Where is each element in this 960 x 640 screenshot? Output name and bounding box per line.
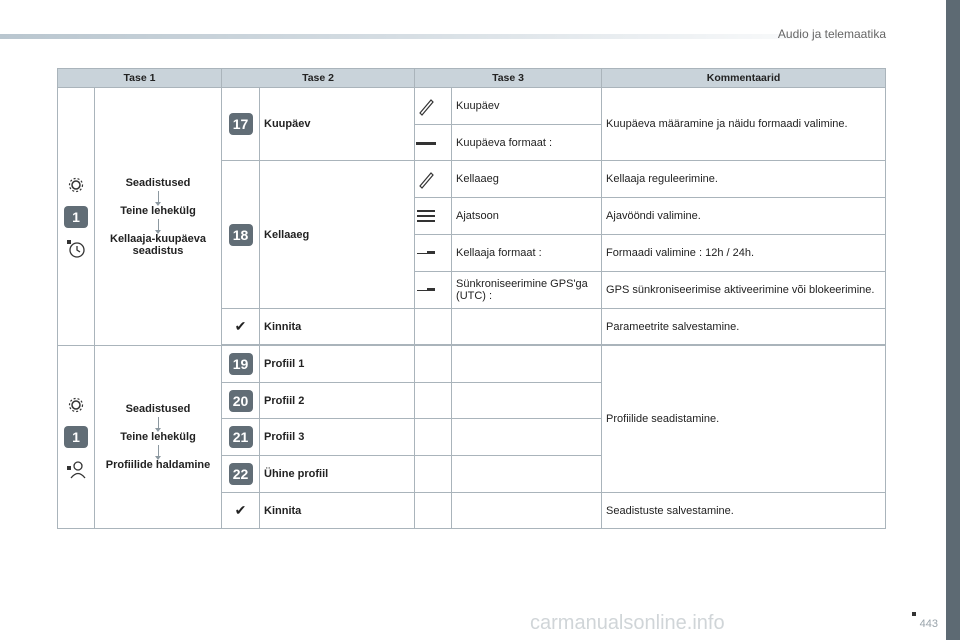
clock-icon xyxy=(65,238,87,260)
menu-step-second-page: Teine lehekülg xyxy=(120,204,196,217)
page-dot xyxy=(912,612,916,616)
level3-timezone: Ajatsoon xyxy=(452,198,602,235)
comment-time: Kellaaja reguleerimine. xyxy=(602,161,886,198)
toggle-icon xyxy=(415,279,437,301)
format-bar-icon xyxy=(415,132,437,154)
level2-time: Kellaaeg xyxy=(260,161,415,309)
gear-icon xyxy=(65,174,87,196)
level1-menu-path xyxy=(95,88,222,346)
number-badge-18: 18 xyxy=(229,224,253,246)
comment-profiles: Profiilide seadistamine. xyxy=(602,346,886,493)
number-badge-19: 19 xyxy=(229,353,253,375)
level1-icons-cell xyxy=(58,88,95,346)
list-icon xyxy=(415,205,437,227)
number-badge-21: 21 xyxy=(229,426,253,448)
toggle-icon xyxy=(415,242,437,264)
header-bar xyxy=(0,34,870,39)
level3-time-format: Kellaaja formaat : xyxy=(452,235,602,272)
comment-confirm-2: Seadistuste salvestamine. xyxy=(602,493,886,529)
arrow-down-icon xyxy=(158,219,159,231)
watermark: carmanualsonline.info xyxy=(530,612,725,634)
level1-icons-cell-2 xyxy=(58,346,95,529)
arrow-down-icon xyxy=(158,445,159,457)
level1-menu-path-2 xyxy=(95,346,222,529)
level3-date-format: Kuupäeva formaat : xyxy=(452,125,602,161)
profile-icon xyxy=(65,458,87,480)
header-tase-1: Tase 1 xyxy=(58,69,222,88)
arrow-down-icon xyxy=(158,417,159,429)
page-edge-tab xyxy=(946,0,960,640)
menu-step-settings: Seadistused xyxy=(125,403,191,415)
comment-time-format: Formaadi valimine : 12h / 24h. xyxy=(602,235,886,272)
pencil-icon xyxy=(415,95,437,117)
menu-step-settings: Seadistused xyxy=(125,176,191,189)
number-badge-1: 1 xyxy=(64,206,88,228)
comment-date: Kuupäeva määramine ja näidu formaadi valimine. xyxy=(602,88,886,161)
gear-icon xyxy=(65,394,87,416)
arrow-down-icon xyxy=(158,191,159,203)
number-badge-1: 1 xyxy=(64,426,88,448)
number-badge-17: 17 xyxy=(229,113,253,135)
comment-timezone: Ajavööndi valimine. xyxy=(602,198,886,235)
number-badge-22: 22 xyxy=(229,463,253,485)
level2-confirm-2: Kinnita xyxy=(260,493,415,529)
header-tase-3: Tase 3 xyxy=(415,69,602,88)
level2-profile-1: Profiil 1 xyxy=(260,346,415,383)
checkmark-icon: ✔ xyxy=(234,502,247,518)
level3-time: Kellaaeg xyxy=(452,161,602,198)
level3-gps-sync: Sünkroniseerimine GPS'ga (UTC) : xyxy=(452,272,602,309)
comment-gps-sync: GPS sünkroniseerimise aktiveerimine või blokeerimine. xyxy=(602,272,886,309)
number-badge-20: 20 xyxy=(229,390,253,412)
menu-step-profiles: Profiilide haldamine xyxy=(105,459,211,471)
level2-profile-2: Profiil 2 xyxy=(260,383,415,419)
level2-date: Kuupäev xyxy=(260,88,415,161)
menu-step-second-page: Teine lehekülg xyxy=(120,431,196,443)
level2-shared-profile: Ühine profiil xyxy=(260,456,415,493)
page-number: 443 xyxy=(919,618,938,630)
header-comments: Kommentaarid xyxy=(602,69,886,88)
comment-confirm: Parameetrite salvestamine. xyxy=(602,309,886,345)
level3-date: Kuupäev xyxy=(452,88,602,125)
menu-step-date-time: Kellaaja-kuupäeva seadistus xyxy=(110,232,206,257)
settings-table xyxy=(57,68,886,529)
pencil-icon xyxy=(415,168,437,190)
level2-confirm: Kinnita xyxy=(260,309,415,345)
header-tase-2: Tase 2 xyxy=(222,69,415,88)
checkmark-icon: ✔ xyxy=(234,318,247,334)
section-title: Audio ja telemaatika xyxy=(777,27,886,41)
level2-profile-3: Profiil 3 xyxy=(260,419,415,456)
